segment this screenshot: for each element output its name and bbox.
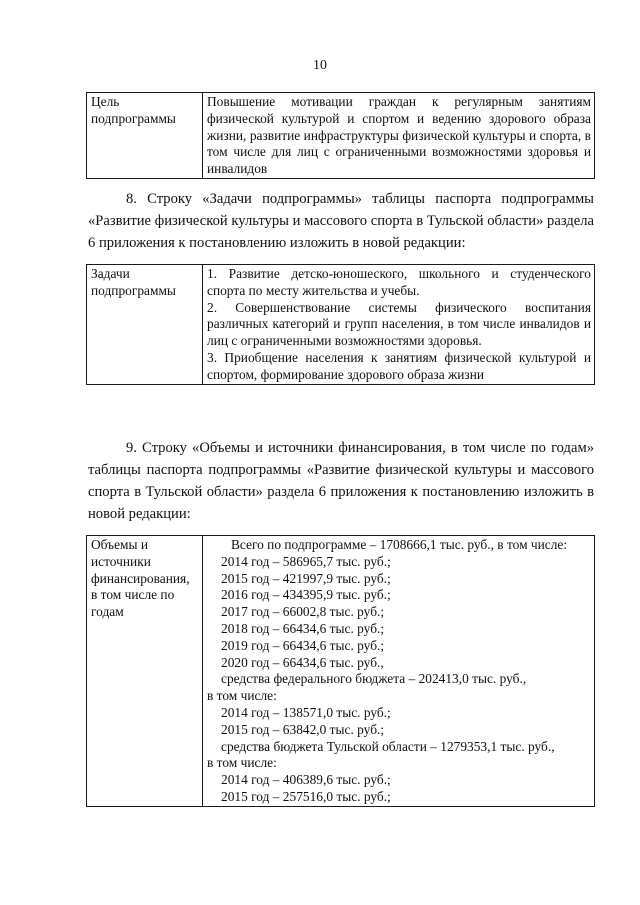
table-row — [87, 265, 595, 385]
goal-table — [86, 92, 595, 179]
tasks-content — [203, 265, 595, 385]
funding-total-year: 2016 год – 434395,9 тыс. руб.; — [221, 587, 391, 603]
funding-total-year: 2019 год – 66434,6 тыс. руб.; — [221, 637, 385, 653]
funding-total: Всего по подпрограмме – 1708666,1 тыс. руб., в том числе: — [231, 537, 568, 552]
goal-content: Повышение мотивации граждан к регулярным занятиям физической культурой и спортом и ведению здорового образа жизни, развитие инфраструктуры физической культуры и спорта, в том числе для лиц с ограниченными возможностями здоровья и инвалидов — [203, 93, 595, 179]
funding-regional-year: 2014 год – 406389,6 тыс. руб.; — [221, 772, 391, 788]
funding-regional-sub: в том числе: — [207, 755, 277, 771]
task-item-2: 2. Совершенствование системы физического воспитания различных категорий и групп населения, в том числе инвалидов и лиц с ограниченными возможностями здоровья. — [207, 299, 591, 349]
paragraph-8 — [88, 188, 594, 254]
funding-regional-year: 2015 год – 257516,0 тыс. руб.; — [221, 788, 391, 804]
funding-federal-year: 2015 год – 63842,0 тыс. руб.; — [221, 721, 385, 737]
funding-total-year: 2020 год – 66434,6 тыс. руб., — [221, 654, 384, 670]
funding-federal: средства федерального бюджета – 202413,0 тыс. руб., — [221, 671, 527, 687]
paragraph-9 — [88, 437, 594, 525]
funding-federal-year: 2014 год – 138571,0 тыс. руб.; — [221, 704, 391, 720]
page-number: 10 — [313, 58, 327, 73]
tasks-label: Задачи подпрограммы — [87, 265, 203, 385]
table-row — [87, 93, 595, 179]
funding-total-year: 2017 год – 66002,8 тыс. руб.; — [221, 604, 385, 620]
task-item-3: 3. Приобщение населения к занятиям физической культурой и спортом, формирование здорового образа жизни — [207, 349, 591, 382]
goal-label: Цель подпрограммы — [87, 93, 203, 179]
funding-federal-sub: в том числе: — [207, 688, 277, 704]
tasks-table — [86, 264, 595, 385]
funding-total-year: 2015 год – 421997,9 тыс. руб.; — [221, 570, 391, 586]
funding-label: Объемы и источники финансирования, в том числе по годам — [87, 536, 203, 807]
task-item-1: 1. Развитие детско-юношеского, школьного и студенческого спорта по месту жительства и учебы. — [207, 266, 591, 298]
funding-content — [203, 536, 595, 807]
funding-table — [86, 535, 595, 807]
funding-regional: средства бюджета Тульской области – 1279353,1 тыс. руб., — [221, 738, 555, 754]
table-row — [87, 536, 595, 807]
paragraph-8-text: 8. Строку «Задачи подпрограммы» таблицы паспорта подпрограммы «Развитие физической культуры и массового спорта в Тульской области» раздела 6 приложения к постановлению изложить в новой редакции: — [88, 191, 594, 251]
paragraph-9-text: 9. Строку «Объемы и источники финансирования, в том числе по годам» таблицы паспорта подпрограммы «Развитие физической культуры и массового спорта в Тульской области» раздела 6 приложения к постановлению изложить в новой редакции: — [88, 440, 594, 522]
funding-total-year: 2018 год – 66434,6 тыс. руб.; — [221, 620, 385, 636]
funding-total-year: 2014 год – 586965,7 тыс. руб.; — [221, 553, 391, 569]
